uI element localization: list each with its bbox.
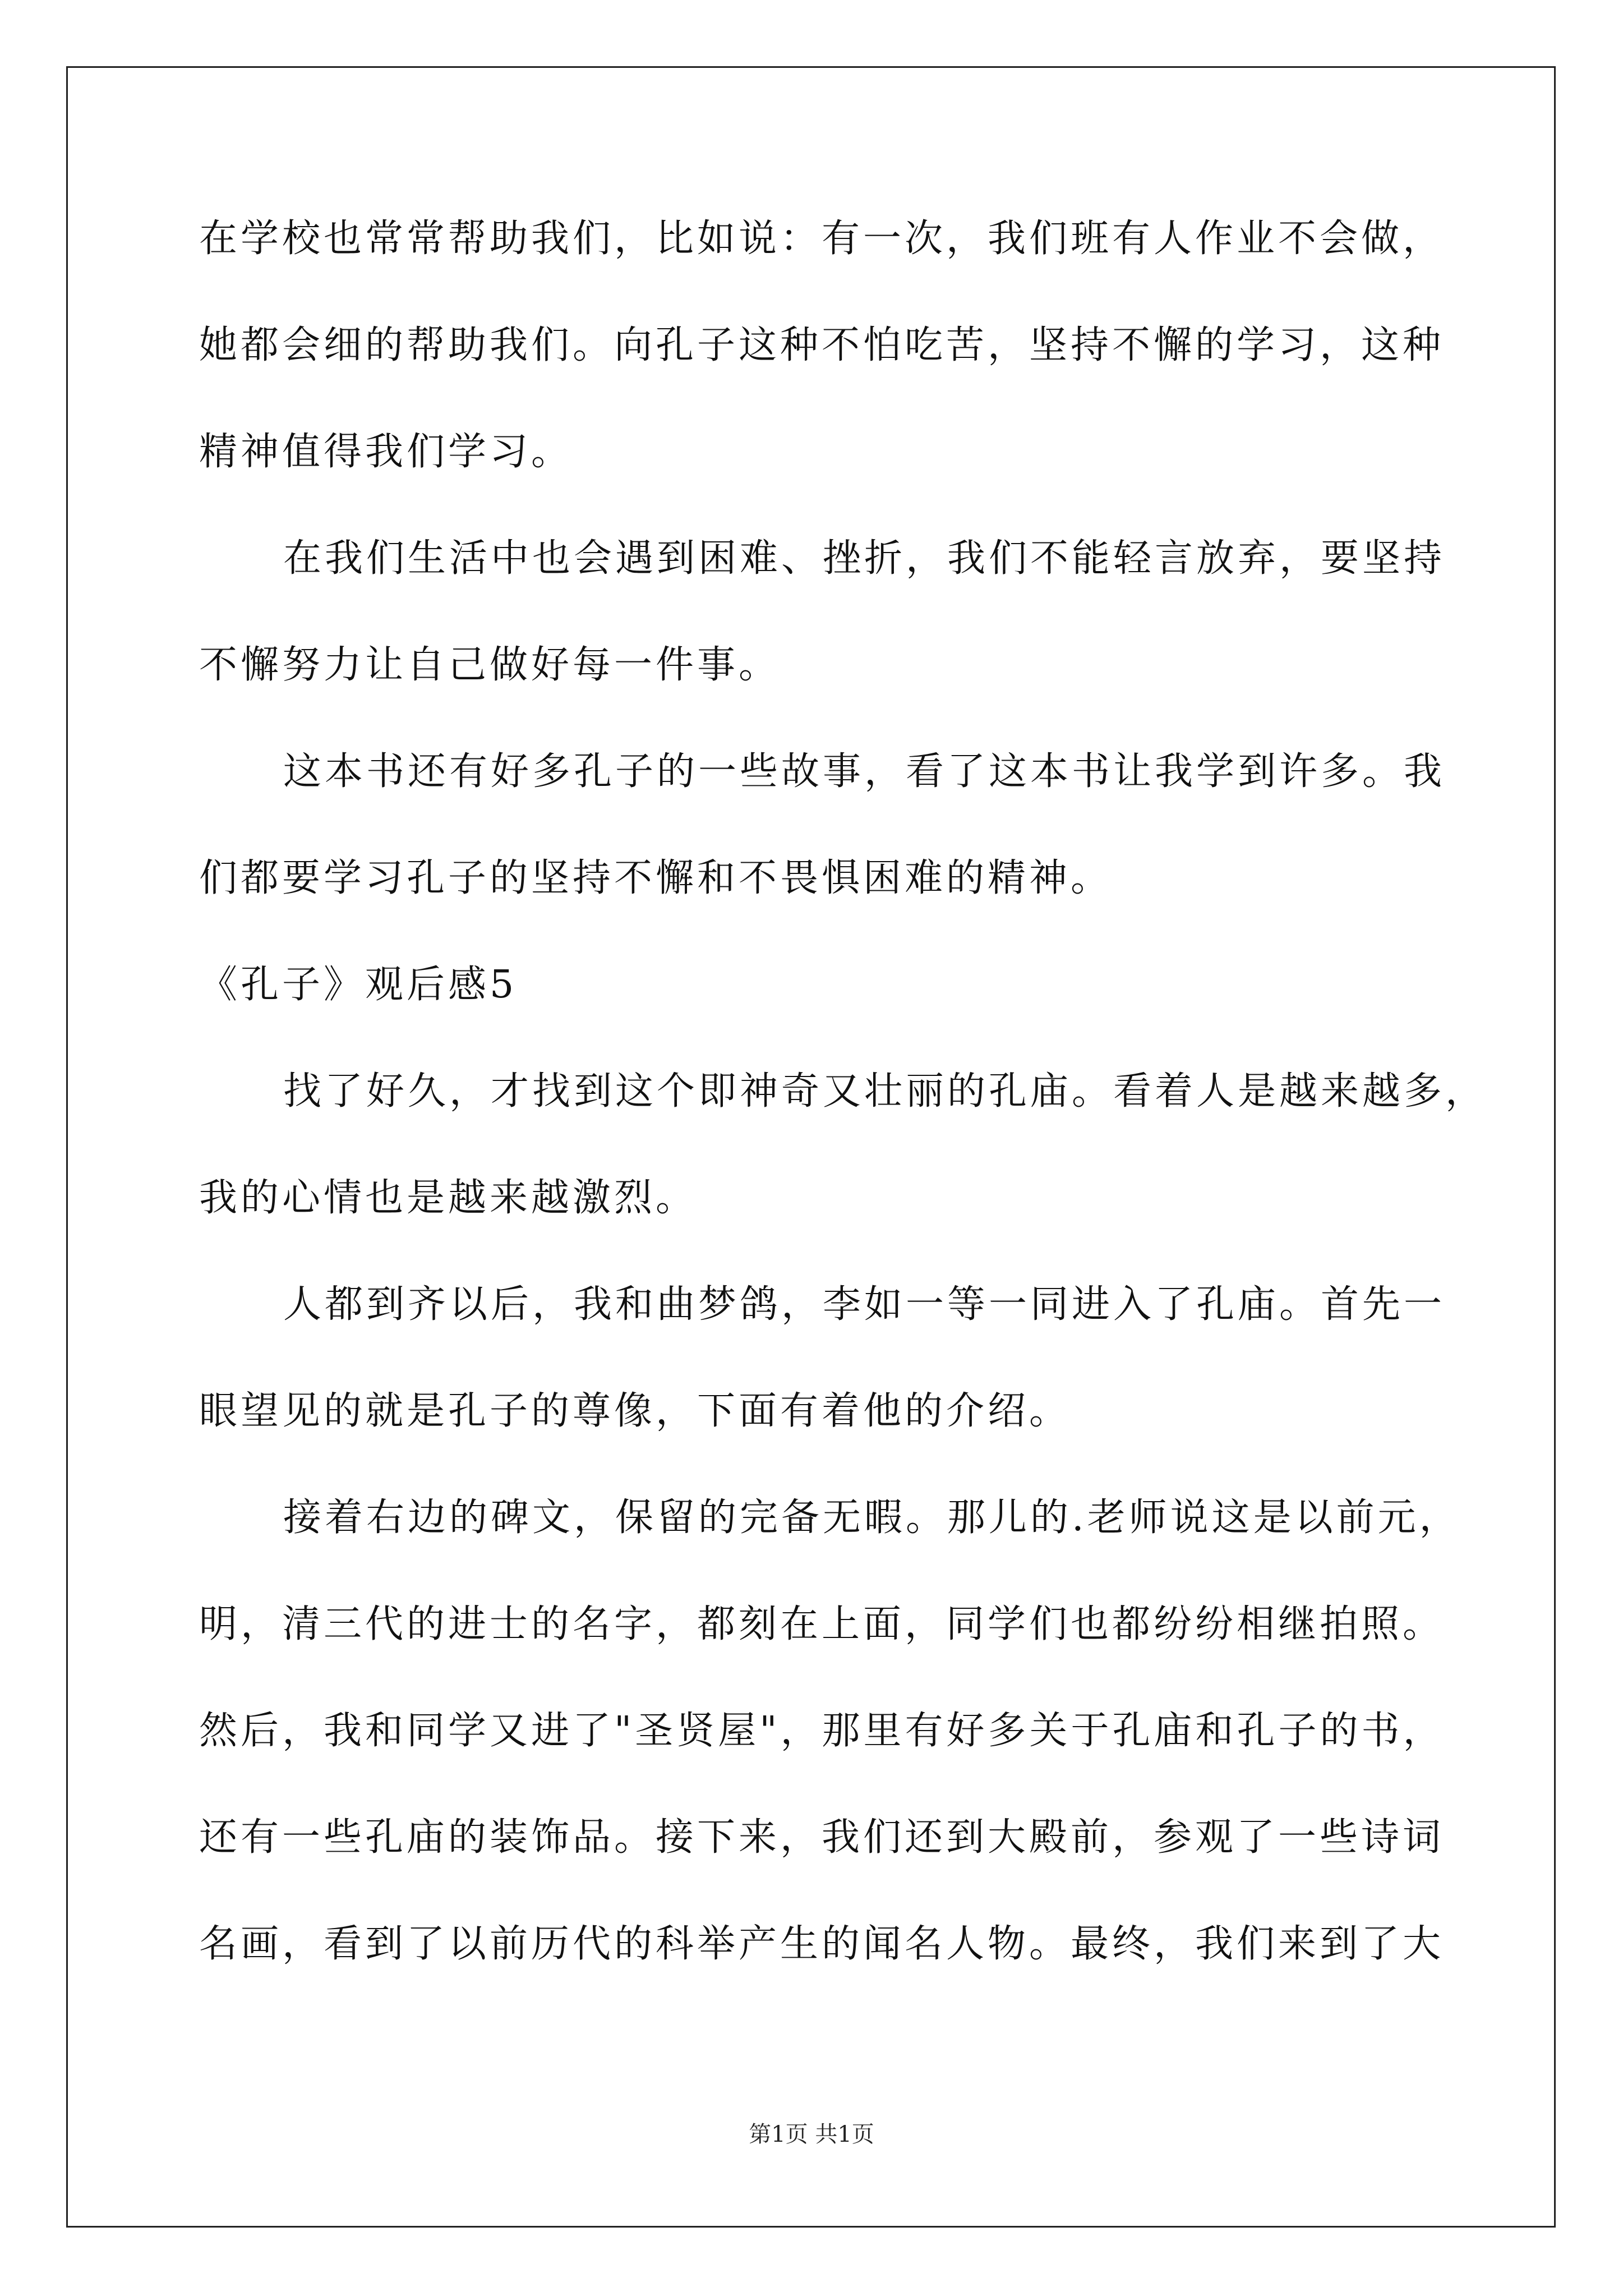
paragraph-first-line: 这本书还有好多孔子的一些故事，看了这本书让我学到许多。我 [283, 749, 1446, 794]
paragraph-first-line: 找了好久，才找到这个即神奇又壮丽的孔庙。看着人是越来越多， [283, 1069, 1487, 1114]
body-line: 在学校也常常帮助我们，比如说：有一次，我们班有人作业不会做， [199, 217, 1445, 261]
paragraph-first-line: 接着右边的碑文，保留的完备无暇。那儿的.老师说这是以前元， [283, 1496, 1461, 1540]
page-border [66, 66, 1556, 2228]
paragraph-first-line: 在我们生活中也会遇到困难、挫折，我们不能轻言放弃，要坚持 [283, 536, 1446, 581]
body-line: 眼望见的就是孔子的尊像，下面有着他的介绍。 [199, 1389, 1071, 1433]
body-line: 精神值得我们学习。 [199, 430, 573, 474]
body-line: 我的心情也是越来越激烈。 [199, 1176, 698, 1220]
paragraph-first-line: 人都到齐以后，我和曲梦鸽，李如一等一同进入了孔庙。首先一 [283, 1282, 1446, 1327]
body-line: 名画，看到了以前历代的科举产生的闻名人物。最终，我们来到了大 [199, 1922, 1445, 1966]
body-line: 们都要学习孔子的坚持不懈和不畏惧困难的精神。 [199, 856, 1113, 900]
section-heading: 《孔子》观后感5 [199, 963, 518, 1007]
body-line: 还有一些孔庙的装饰品。接下来，我们还到大殿前，参观了一些诗词 [199, 1815, 1445, 1860]
body-line: 明，清三代的进士的名字，都刻在上面，同学们也都纷纷相继拍照。 [199, 1602, 1445, 1646]
body-line: 然后，我和同学又进了"圣贤屋"，那里有好多关于孔庙和孔子的书， [199, 1709, 1445, 1753]
body-line: 她都会细的帮助我们。向孔子这种不怕吃苦，坚持不懈的学习，这种 [199, 323, 1445, 367]
page-number-footer: 第1页 共1页 [749, 2122, 874, 2147]
body-line: 不懈努力让自己做好每一件事。 [199, 643, 781, 687]
